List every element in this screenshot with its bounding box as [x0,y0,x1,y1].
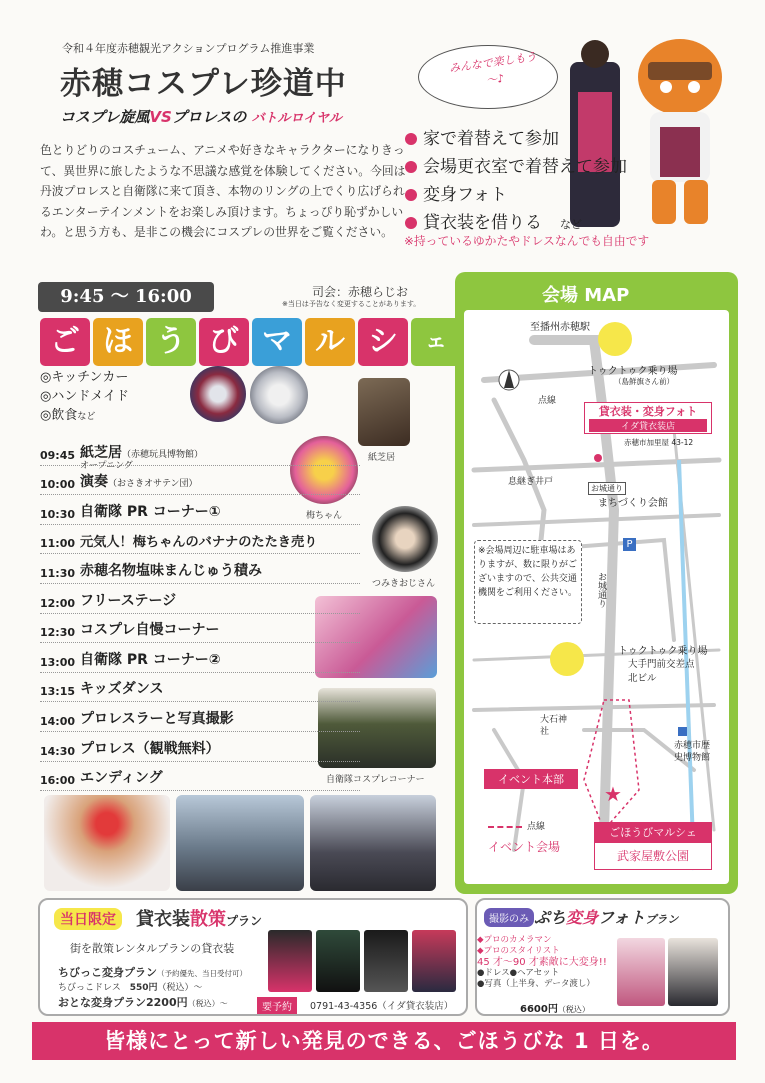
bullet-icon [405,161,417,173]
accessory-photo [190,366,246,422]
schedule-row [40,702,360,732]
photo-item: ●ドレス●ヘアセット [477,968,560,978]
wrestling-ring-photo [310,795,436,891]
rental-plan-desc: 街を散策レンタルプランの貸衣装 [70,942,235,955]
schedule-name: 自衛隊 PR コーナー② [80,651,221,668]
marche-char: う [146,318,196,366]
schedule-name: キッズダンス [80,681,164,698]
caption-tsumiki: つみきおじさん [372,579,436,589]
marche-char: ほ [93,318,143,366]
caption-kamishibai: 紙芝居 [368,453,396,463]
marche-char: ェ [411,318,461,366]
schedule-name: プロレス（観戦無料） [80,740,220,757]
photo-only-tag: 撮影のみ [484,908,534,927]
rental-marker-icon [594,454,602,462]
rental-address: 赤穂市加里屋 43-12 [624,438,694,447]
schedule-row [40,584,360,614]
photo-plan-items [477,935,607,990]
options-note: ※持っているゆかたやドレスなんでも自由です [404,234,650,248]
marche-item-suffix: など [77,412,96,422]
costume-photo [364,930,408,992]
schedule-row [40,643,360,673]
photo-title-d: プラン [645,913,679,926]
schedule-time: 11:30 [40,566,76,580]
option-label: 変身フォト [423,185,508,205]
mc-label: 司会：赤穂らじお [312,285,409,299]
map-station: 至播州赤穂駅 [530,322,590,333]
photo-title-b: 変身 [566,908,599,927]
map-tuktuk2: トゥクトゥク乗り場 [618,646,708,657]
schedule-name: 自衛隊 PR コーナー① [80,503,221,520]
marche-char: シ [358,318,408,366]
adult-plan [58,994,228,1010]
map-tuktuk2-place1: 大手門前交差点 [628,659,695,670]
wrestler-photo [44,795,170,891]
photo-item: ●写真（上半身、データ渡し） [477,979,595,989]
schedule-row [40,461,360,496]
portrait-photo [668,938,718,1006]
photo-title-a: ぷち [534,908,567,927]
dotted-line-icon [488,826,522,828]
photo-plan-price [520,1000,590,1015]
tagline-part1: コスプレ旋風 [60,108,150,126]
event-time: 9:45 ～ 16:00 [38,282,214,312]
phone-number: 0791-43-4356（イダ貸衣装店） [310,1001,454,1012]
tagline [60,106,342,127]
schedule-name: エンディング [80,770,163,787]
schedule-name: コスプレ自慢コーナー [80,622,220,639]
schedule-sub: （おさきオサテン団） [108,479,198,490]
costume-photo [268,930,312,992]
schedule-name [80,442,203,462]
schedule-sub: （赤穂玩具博物館） [122,449,204,460]
photo-plan-title [534,905,678,928]
tagline-vs: VS [149,108,172,126]
adult-plan-tax: （税込）～ [187,999,228,1008]
schedule-row [40,525,360,555]
plan-title-c: プラン [226,914,263,928]
schedule-title: 演奏 [80,474,108,491]
rental-box [584,402,712,434]
bullet-icon [405,189,417,201]
marche-char: ル [305,318,355,366]
schedule-time: 10:30 [40,507,76,521]
tagline-part3: バトルロイヤル [251,111,342,126]
photo-price: 6600円 [520,1004,558,1015]
option-label: 家で着替えて参加 [423,129,559,149]
dress-price [58,980,203,993]
kids-plan-label: ちびっこ変身プラン [58,966,157,979]
schedule-row [40,614,360,644]
schedule-name: 赤穂名物塩味まんじゅう積み [80,562,262,579]
tuktuk-icon [598,322,632,356]
caption-jieitai: 自衛隊コスプレコーナー [326,775,425,785]
map-well: 息継ぎ井戸 [508,477,554,487]
photo-item: ◆プロのカメラマン [477,935,552,945]
schedule-time: 13:00 [40,655,76,669]
mc-note: ※当日は予告なく変更することがあります。 [282,300,421,308]
marche-item: ◎飲食 [40,408,78,423]
caption-ume: 梅ちゃん [306,511,343,521]
schedule-time: 12:00 [40,596,76,610]
kamishibai-photo [358,378,410,446]
kids-plan [58,964,247,980]
map-machizukuri: まちづくり会館 [598,498,668,509]
tagline-part2: プロレスの [171,108,247,126]
schedule-row [40,673,360,703]
parking-note: ※会場周辺に駐車場はありますが、数に限りがございますので、公共交通機関をご利用ください。 [474,540,582,624]
schedule-time: 14:00 [40,714,76,728]
schedule-title: 紙芝居 [80,444,122,461]
event-subtitle: 令和４年度赤穂観光アクションプログラム推進事業 [62,42,315,55]
map-hq: イベント本部 [484,769,578,789]
map-museum: 赤穂市歴史博物館 [674,741,711,763]
parking-icon: P [623,538,636,551]
schedule-name: フリーステージ [80,592,177,609]
option-item [405,153,627,181]
costume-photo [316,930,360,992]
schedule-time: 13:15 [40,685,76,699]
footer-banner: 皆様にとって新しい発見のできる、ごほうびな 1 日を。 [32,1022,736,1060]
schedule-name [80,471,198,491]
map-legend-dotted: 点線 [527,822,546,832]
schedule-row [40,495,360,525]
rental-plan-title [136,905,262,931]
schedule-row [40,762,360,792]
tsumiki-photo [372,506,438,572]
option-item [405,125,627,153]
schedule-row [40,732,360,762]
dress-label: ちびっこドレス [58,983,121,993]
reservation-tag: 要予約 [257,997,297,1014]
schedule-time: 16:00 [40,774,76,788]
limited-tag: 当日限定 [54,908,122,930]
map-shrine: 大石神社 [540,715,568,737]
schedule-time: 09:45 [40,448,76,462]
marche-box [594,822,712,870]
photo-title-c: フォト [598,908,646,927]
map-tuktuk2-place2: 北ビル [628,673,657,684]
map-tuktuk1-sub: （島鮮旗さん前） [614,377,674,386]
rental-shop: イダ貸衣装店 [589,419,707,432]
kids-plan-note: （予約優先、当日受付可） [157,969,247,978]
photo-price-tax: （税込） [557,1005,590,1014]
map-dotted: 点線 [538,396,557,406]
adult-plan-label: おとな変身プラン [58,996,146,1009]
marche-char: び [199,318,249,366]
schedule-list [40,436,360,791]
option-item [405,181,627,209]
intro-text: 色とりどりのコスチューム、アニメや好きなキャラクターになりきって、異世界に旅したような不思議な感覚を体験してください。今回は丹波プロレスと自衛隊に来て頂き、本物のリングの上でくり広げられるエンターテインメントをお楽しみ頂けます。ちょっぴり恥ずかしいわ。と思う方も、是非この機会にコスプレの世界をご覧ください。 [40,143,406,239]
rental-title: 貸衣装・変身フォト [598,405,698,418]
marche-item: ◎ハンドメイド [40,389,129,404]
schedule-time: 10:00 [40,478,76,492]
costume-photos [268,930,456,992]
marche-title [40,318,461,366]
marche-char: マ [252,318,302,366]
portrait-photo [617,938,665,1006]
option-nado: など [560,218,582,231]
plan-title-b: 散策 [190,909,226,930]
map-street-vertical: お城通り [596,572,606,608]
plan-title-a: 貸衣装 [136,909,190,930]
page-title: 赤穂コスプレ珍道中 [60,66,347,102]
schedule-time: 11:00 [40,537,76,551]
schedule-name: 元気人！梅ちゃんのバナナのたたき売り [80,535,318,551]
schedule-time: 12:30 [40,626,76,640]
costume-photo [412,930,456,992]
dress-price-value: 550円 [129,983,158,993]
bullet-icon [405,133,417,145]
wrestling-photo [176,795,304,891]
participation-options [405,125,627,237]
option-label: 貸衣装を借りる [423,213,542,233]
schedule-row [40,554,360,584]
option-label: 会場更衣室で着替えて参加 [423,157,627,177]
tuktuk-icon [550,642,584,676]
bullet-icon [405,217,417,229]
speech-bubble-text: みんなで楽しもう～♪ [448,50,538,88]
photo-age: 45 才～90 才素敵に大変身!! [477,957,607,968]
dress-tax: （税込）～ [157,983,203,993]
museum-icon [678,727,687,736]
map-tuktuk1: トゥクトゥク乗り場 [588,366,678,377]
photo-item: ◆プロのスタイリスト [477,946,560,956]
accessory-photo [250,366,308,424]
marche-item: ◎キッチンカー [40,370,129,385]
marche-items [40,368,129,427]
adult-plan-price: 2200円 [146,996,188,1009]
star-icon: ★ [604,782,622,806]
schedule-small: オープニング [80,461,133,472]
marche-map-park: 武家屋敷公園 [616,849,689,863]
map-street: お城通り [588,482,626,495]
schedule-time: 14:30 [40,744,76,758]
marche-char: ご [40,318,90,366]
map-title: 会場 MAP [542,285,630,306]
marche-map-label: ごほうびマルシェ [595,823,711,843]
schedule-name: プロレスラーと写真撮影 [80,710,234,727]
map-venue-legend: イベント会場 [488,840,561,854]
